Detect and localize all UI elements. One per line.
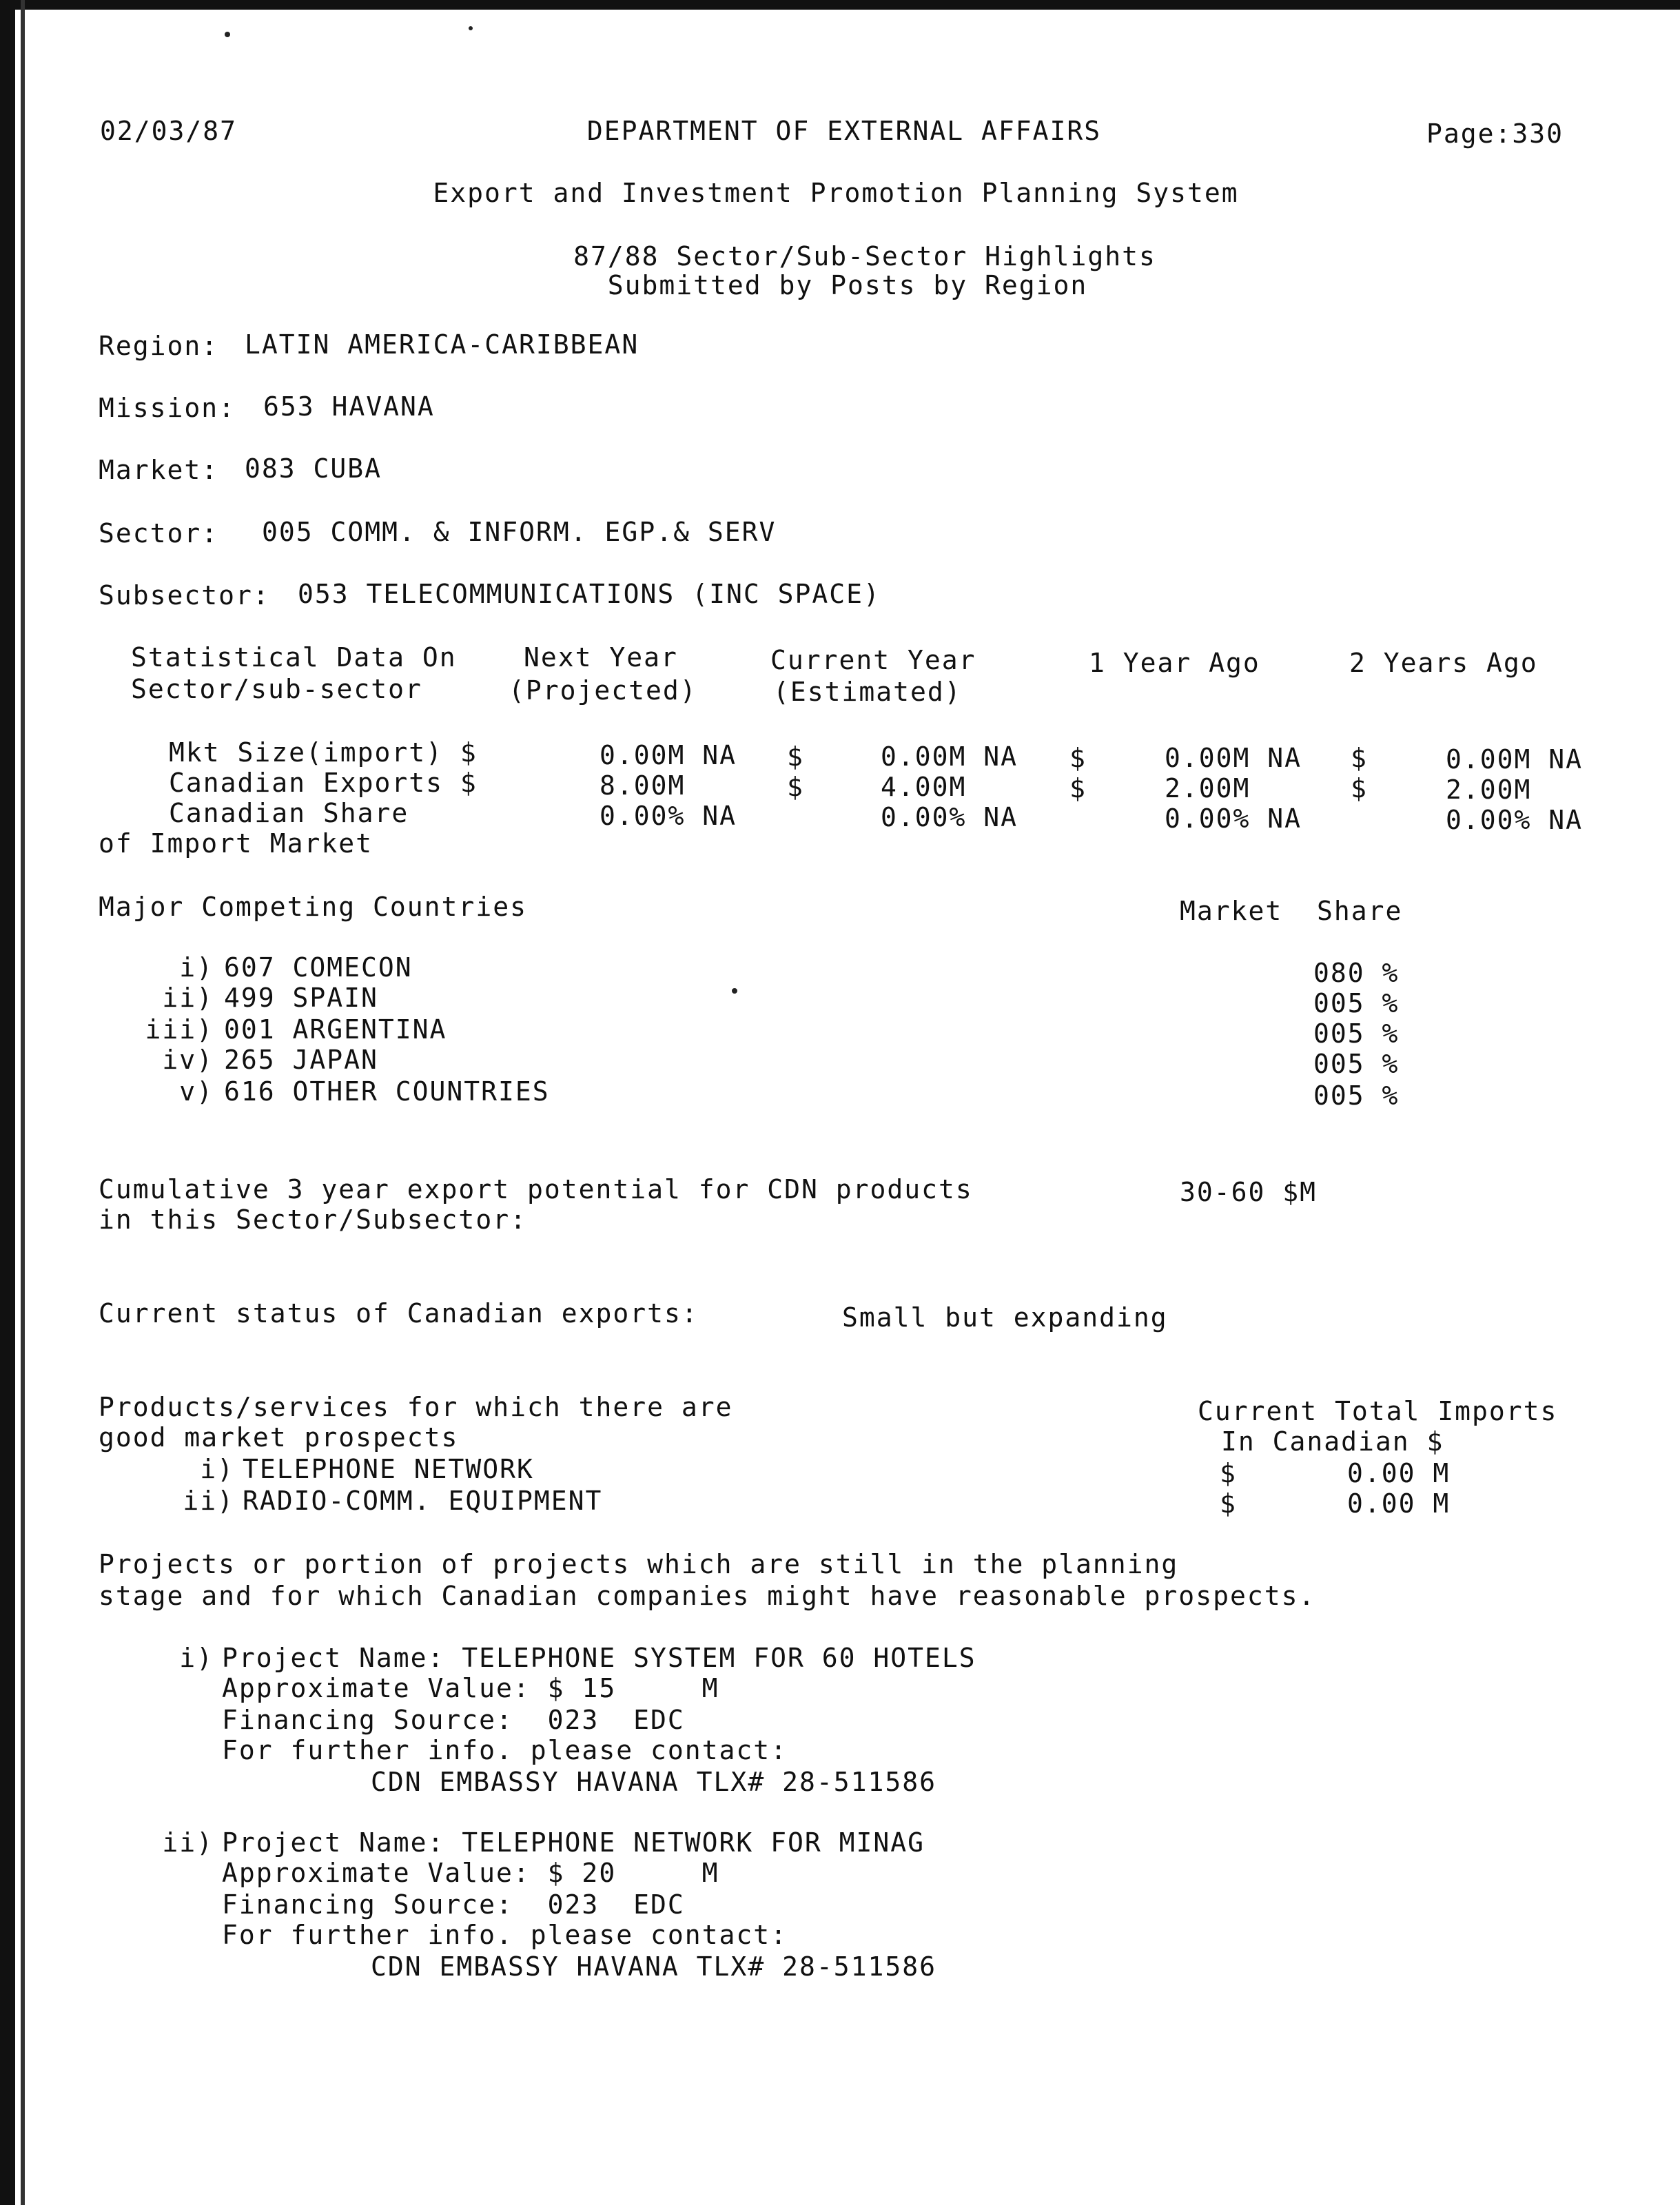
stats-row-1y: 2.00M	[1165, 773, 1251, 803]
subsector-value: 053 TELECOMMUNICATIONS (INC SPACE)	[298, 579, 881, 609]
stats-row-label: Canadian Exports $	[169, 768, 478, 798]
project-num: ii)	[162, 1827, 214, 1858]
mission-label: Mission:	[99, 393, 236, 423]
region-label: Region:	[99, 331, 219, 361]
competitor-share: 080 %	[1313, 958, 1400, 988]
stats-row-2y-symbol: $	[1351, 773, 1368, 803]
market-value: 083 CUBA	[245, 453, 382, 484]
sector-value: 005 COMM. & INFORM. EGP.& SERV	[262, 517, 777, 547]
stats-row-next: 0.00% NA	[600, 801, 737, 831]
scan-speck	[469, 26, 473, 30]
stats-row-next: 0.00M NA	[600, 740, 737, 770]
potential-value: 30-60 $M	[1180, 1177, 1318, 1207]
potential-line2: in this Sector/Subsector:	[99, 1204, 527, 1235]
stats-head-current-line1: Current Year	[770, 645, 976, 675]
department-name: DEPARTMENT OF EXTERNAL AFFAIRS	[586, 116, 1102, 146]
stats-row-label-continued: of Import Market	[99, 828, 373, 859]
mission-value: 653 HAVANA	[263, 391, 435, 422]
product-num: ii)	[183, 1486, 234, 1516]
products-line2: good market prospects	[99, 1422, 459, 1453]
stats-row-2y-symbol: $	[1351, 743, 1368, 773]
stats-row-2y: 0.00M NA	[1446, 744, 1584, 775]
potential-line1: Cumulative 3 year export potential for CDN products	[99, 1174, 973, 1204]
competitor-share: 005 %	[1313, 988, 1400, 1018]
stats-row-1y-symbol: $	[1069, 773, 1087, 803]
stats-head-col1-line1: Statistical Data On	[131, 642, 457, 673]
scan-speck	[225, 32, 230, 37]
competitor-share: 005 %	[1313, 1080, 1400, 1111]
project-contact-label: For further info. please contact:	[222, 1735, 788, 1765]
stats-row-curr: 4.00M	[881, 772, 967, 802]
stats-row-2y: 0.00% NA	[1446, 805, 1584, 835]
competitor-name: 499 SPAIN	[224, 983, 378, 1013]
stats-head-next-line1: Next Year	[524, 642, 678, 673]
competitor-share: 005 %	[1313, 1018, 1400, 1049]
competitor-num: ii)	[162, 983, 214, 1013]
project-financing: Financing Source: 023 EDC	[222, 1705, 685, 1735]
stats-row-1y-symbol: $	[1069, 743, 1087, 773]
projects-intro-line2: stage and for which Canadian companies might have reasonable prospects.	[99, 1581, 1316, 1611]
stats-head-next-line2: (Projected)	[509, 675, 697, 706]
project-value: Approximate Value: $ 20 M	[222, 1858, 719, 1888]
product-import-symbol: $	[1220, 1458, 1237, 1488]
stats-row-curr: 0.00% NA	[881, 802, 1018, 832]
project-num: i)	[179, 1643, 214, 1673]
competitor-num: i)	[179, 952, 214, 983]
product-name: RADIO-COMM. EQUIPMENT	[243, 1486, 603, 1516]
product-import-value: 0.00 M	[1347, 1458, 1451, 1488]
scan-speck	[732, 988, 737, 994]
product-import-value: 0.00 M	[1347, 1488, 1451, 1519]
stats-row-curr-symbol: $	[787, 772, 804, 802]
status-label: Current status of Canadian exports:	[99, 1298, 699, 1329]
imports-heading-line1: Current Total Imports	[1198, 1396, 1558, 1426]
market-label: Market:	[99, 455, 219, 485]
competitors-heading: Major Competing Countries	[99, 892, 527, 922]
product-import-symbol: $	[1220, 1488, 1237, 1519]
project-name: Project Name: TELEPHONE SYSTEM FOR 60 HOTELS	[222, 1643, 976, 1673]
market-share-heading: Market Share	[1180, 896, 1403, 926]
stats-row-curr: 0.00M NA	[881, 741, 1018, 772]
project-financing: Financing Source: 023 EDC	[222, 1889, 685, 1920]
competitor-name: 607 COMECON	[224, 952, 413, 983]
imports-heading-line2: In Canadian $	[1221, 1426, 1444, 1457]
stats-head-current-line2: (Estimated)	[773, 677, 962, 707]
system-title: Export and Investment Promotion Planning System	[433, 178, 1239, 208]
stats-row-1y: 0.00M NA	[1165, 743, 1302, 773]
subsector-label: Subsector:	[99, 580, 270, 611]
stats-row-next: 8.00M	[600, 770, 686, 801]
report-subtitle: Submitted by Posts by Region	[607, 270, 1088, 300]
stats-head-col1-line2: Sector/sub-sector	[131, 674, 422, 704]
stats-row-label: Mkt Size(import) $	[169, 737, 478, 768]
competitor-name: 001 ARGENTINA	[224, 1014, 447, 1045]
region-value: LATIN AMERICA-CARIBBEAN	[245, 329, 639, 360]
project-contact: CDN EMBASSY HAVANA TLX# 28-511586	[371, 1767, 936, 1797]
stats-row-curr-symbol: $	[787, 741, 804, 772]
status-value: Small but expanding	[842, 1302, 1168, 1333]
sector-label: Sector:	[99, 518, 219, 548]
scan-top-edge	[0, 0, 1680, 10]
competitor-share: 005 %	[1313, 1049, 1400, 1079]
scan-left-edge-inner	[21, 0, 25, 2205]
report-title: 87/88 Sector/Sub-Sector Highlights	[573, 241, 1156, 271]
stats-head-2y: 2 Years Ago	[1349, 648, 1538, 678]
competitor-name: 265 JAPAN	[224, 1045, 378, 1075]
report-date: 02/03/87	[100, 116, 238, 146]
competitor-num: iii)	[145, 1014, 214, 1045]
project-contact-label: For further info. please contact:	[222, 1920, 788, 1950]
competitor-num: iv)	[162, 1045, 214, 1075]
project-value: Approximate Value: $ 15 M	[222, 1673, 719, 1703]
stats-row-1y: 0.00% NA	[1165, 803, 1302, 834]
product-num: i)	[200, 1454, 234, 1484]
stats-head-1y: 1 Year Ago	[1089, 648, 1260, 678]
competitor-num: v)	[179, 1076, 214, 1107]
projects-intro-line1: Projects or portion of projects which are still in the planning	[99, 1549, 1179, 1579]
stats-row-2y: 2.00M	[1446, 775, 1532, 805]
stats-row-label: Canadian Share	[169, 798, 409, 828]
project-name: Project Name: TELEPHONE NETWORK FOR MINAG	[222, 1827, 925, 1858]
competitor-name: 616 OTHER COUNTRIES	[224, 1076, 550, 1107]
page-number: Page:330	[1426, 119, 1564, 149]
scan-left-edge	[0, 0, 15, 2205]
products-line1: Products/services for which there are	[99, 1392, 733, 1422]
product-name: TELEPHONE NETWORK	[243, 1454, 534, 1484]
project-contact: CDN EMBASSY HAVANA TLX# 28-511586	[371, 1951, 936, 1982]
